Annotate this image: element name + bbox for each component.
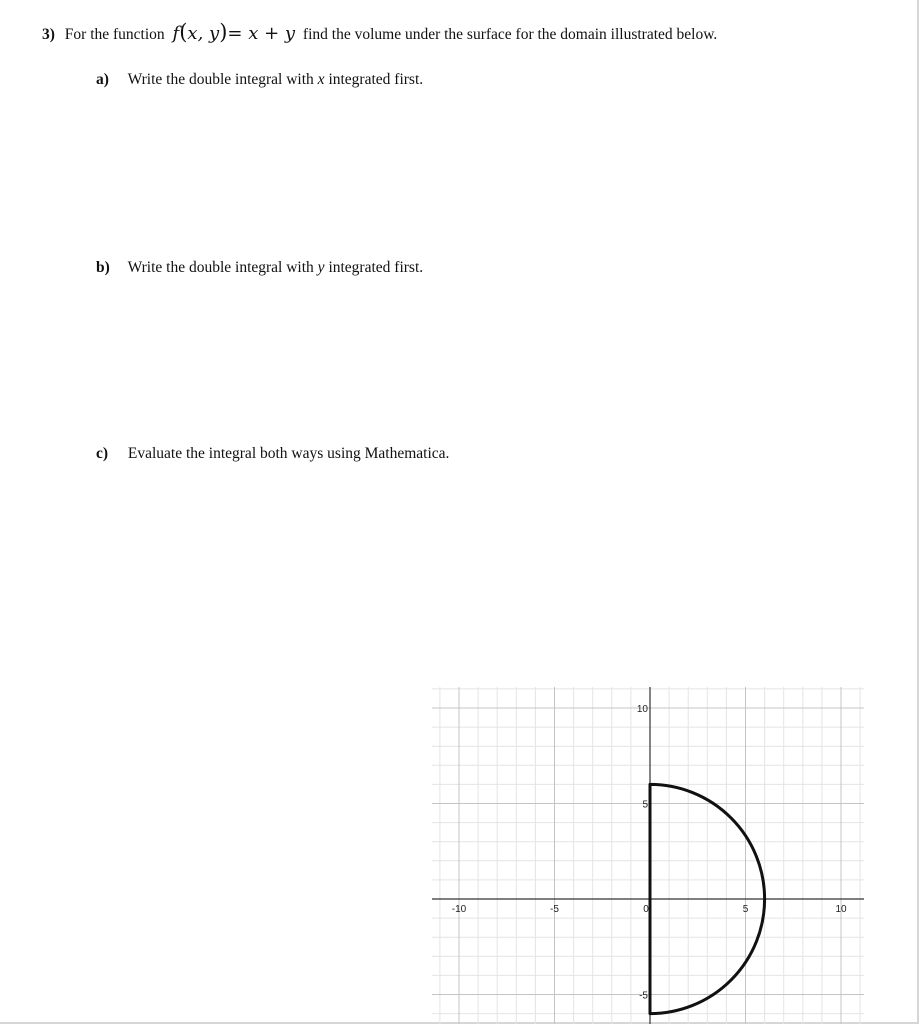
part-a-post: integrated first. xyxy=(328,71,424,88)
function-name: f xyxy=(172,23,180,44)
function-rhs: = x + y xyxy=(227,23,296,44)
part-b-post: integrated first. xyxy=(328,259,424,276)
part-b-var: y xyxy=(317,259,325,276)
part-b xyxy=(96,257,423,279)
grid-minor xyxy=(432,687,864,1024)
part-a xyxy=(96,69,423,91)
part-a-pre: Write the double integral with xyxy=(127,71,314,88)
question-3 xyxy=(42,20,717,47)
part-a-letter: a) xyxy=(96,71,109,88)
x-tick-label: 0 xyxy=(643,904,649,915)
x-tick-label: -10 xyxy=(451,904,467,915)
x-tick-label: 5 xyxy=(742,904,749,915)
part-c-text: Evaluate the integral both ways using Mathematica. xyxy=(127,445,450,462)
y-tick-label: 10 xyxy=(636,704,648,715)
x-tick-label: -5 xyxy=(550,904,559,915)
close-paren: ) xyxy=(219,20,228,44)
part-b-letter: b) xyxy=(96,259,110,276)
y-tick-label: -5 xyxy=(639,990,648,1002)
part-a-var: x xyxy=(317,71,325,88)
open-paren: ( xyxy=(179,20,188,44)
x-tick-label: 10 xyxy=(835,904,847,915)
part-c-letter: c) xyxy=(96,445,109,462)
domain-graph xyxy=(432,687,864,1024)
y-tick-label: 5 xyxy=(642,799,648,811)
part-c xyxy=(96,443,449,465)
question-text-before: For the function xyxy=(64,26,165,43)
function-expression xyxy=(172,20,296,44)
function-args: x, y xyxy=(187,23,220,44)
question-number: 3) xyxy=(42,26,55,43)
part-b-pre: Write the double integral with xyxy=(127,259,314,276)
question-text-after: find the volume under the surface for the domain illustrated below. xyxy=(302,26,718,43)
